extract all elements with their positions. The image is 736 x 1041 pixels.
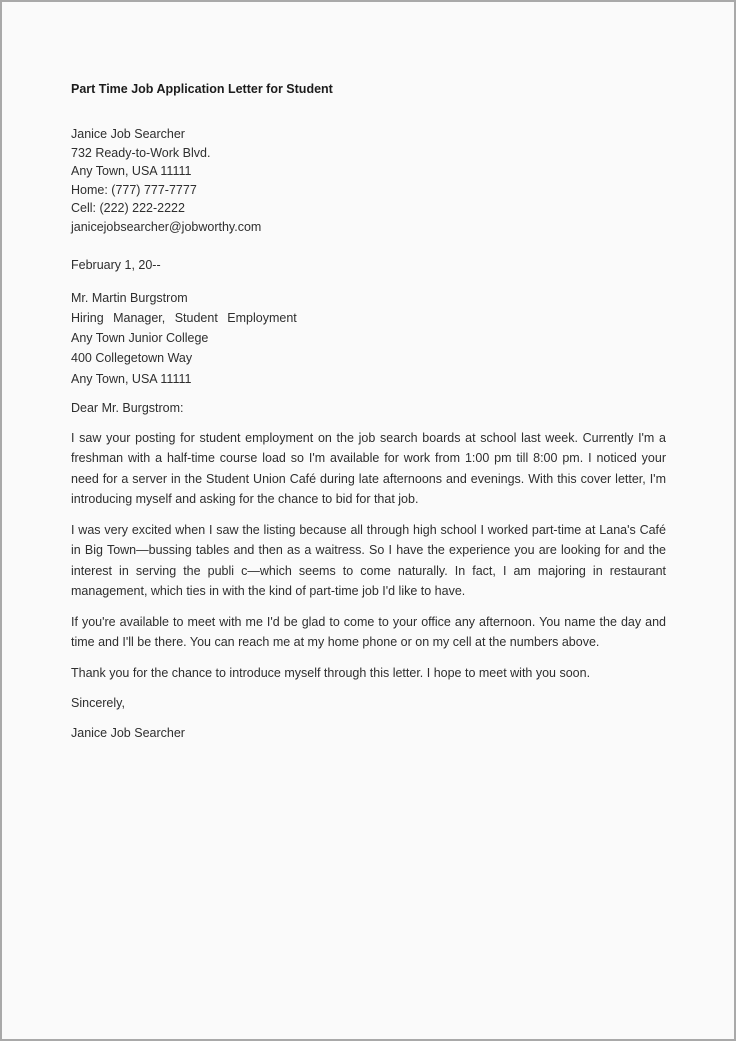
salutation: Dear Mr. Burgstrom:	[71, 400, 184, 415]
sender-home-phone: Home: (777) 777-7777	[71, 182, 197, 197]
signature-name: Janice Job Searcher	[71, 725, 185, 740]
sender-email: janicejobsearcher@jobworthy.com	[71, 219, 262, 234]
recipient-organization: Any Town Junior College	[71, 331, 209, 346]
sender-name: Janice Job Searcher	[71, 127, 185, 141]
recipient-block	[71, 288, 666, 389]
recipient-name: Mr. Martin Burgstrom	[71, 290, 188, 305]
letter-title: Part Time Job Application Letter for Student	[71, 82, 333, 96]
recipient-city: Any Town, USA 11111	[71, 371, 192, 386]
paragraph-3: If you're available to meet with me I'd be glad to come to your office any afternoon. You name the day and time and I'll be there. You can reach me at my home phone or on my cell at the numbers above.	[71, 614, 666, 650]
sender-city: Any Town, USA 11111	[71, 164, 192, 178]
closing: Sincerely,	[71, 696, 125, 711]
sender-cell-phone: Cell: (222) 222-2222	[71, 201, 185, 215]
letter-content	[2, 2, 734, 743]
paragraph-1: I saw your posting for student employment on the job search boards at school last week. Currently I'm a freshman with a half-time course load so I'm available for work from 1:00 pm till 8:00 pm. I noticed your need for a server in the Student Union Café during late afternoons and evenings. With this cover letter, I'm introducing myself and asking for the chance to bid for that job.	[71, 430, 666, 507]
sender-street: 732 Ready-to-Work Blvd.	[71, 145, 211, 160]
sender-block	[71, 125, 666, 236]
recipient-street: 400 Collegetown Way	[71, 351, 193, 366]
recipient-job-title: Hiring Manager, Student Employment	[71, 310, 297, 325]
paragraph-4: Thank you for the chance to introduce myself through this letter. I hope to meet with you soon.	[71, 665, 591, 680]
paragraph-2: I was very excited when I saw the listing because all through high school I worked part-time at Lana's Café in Big Town—bussing tables and then as a waitress. So I have the experience you are looking for and the interest in serving the publi c—which seems to come naturally. In fact, I am majoring in restaurant management, which ties in with the kind of part-time job I'd like to have.	[71, 522, 666, 599]
letter-date: February 1, 20--	[71, 258, 161, 272]
